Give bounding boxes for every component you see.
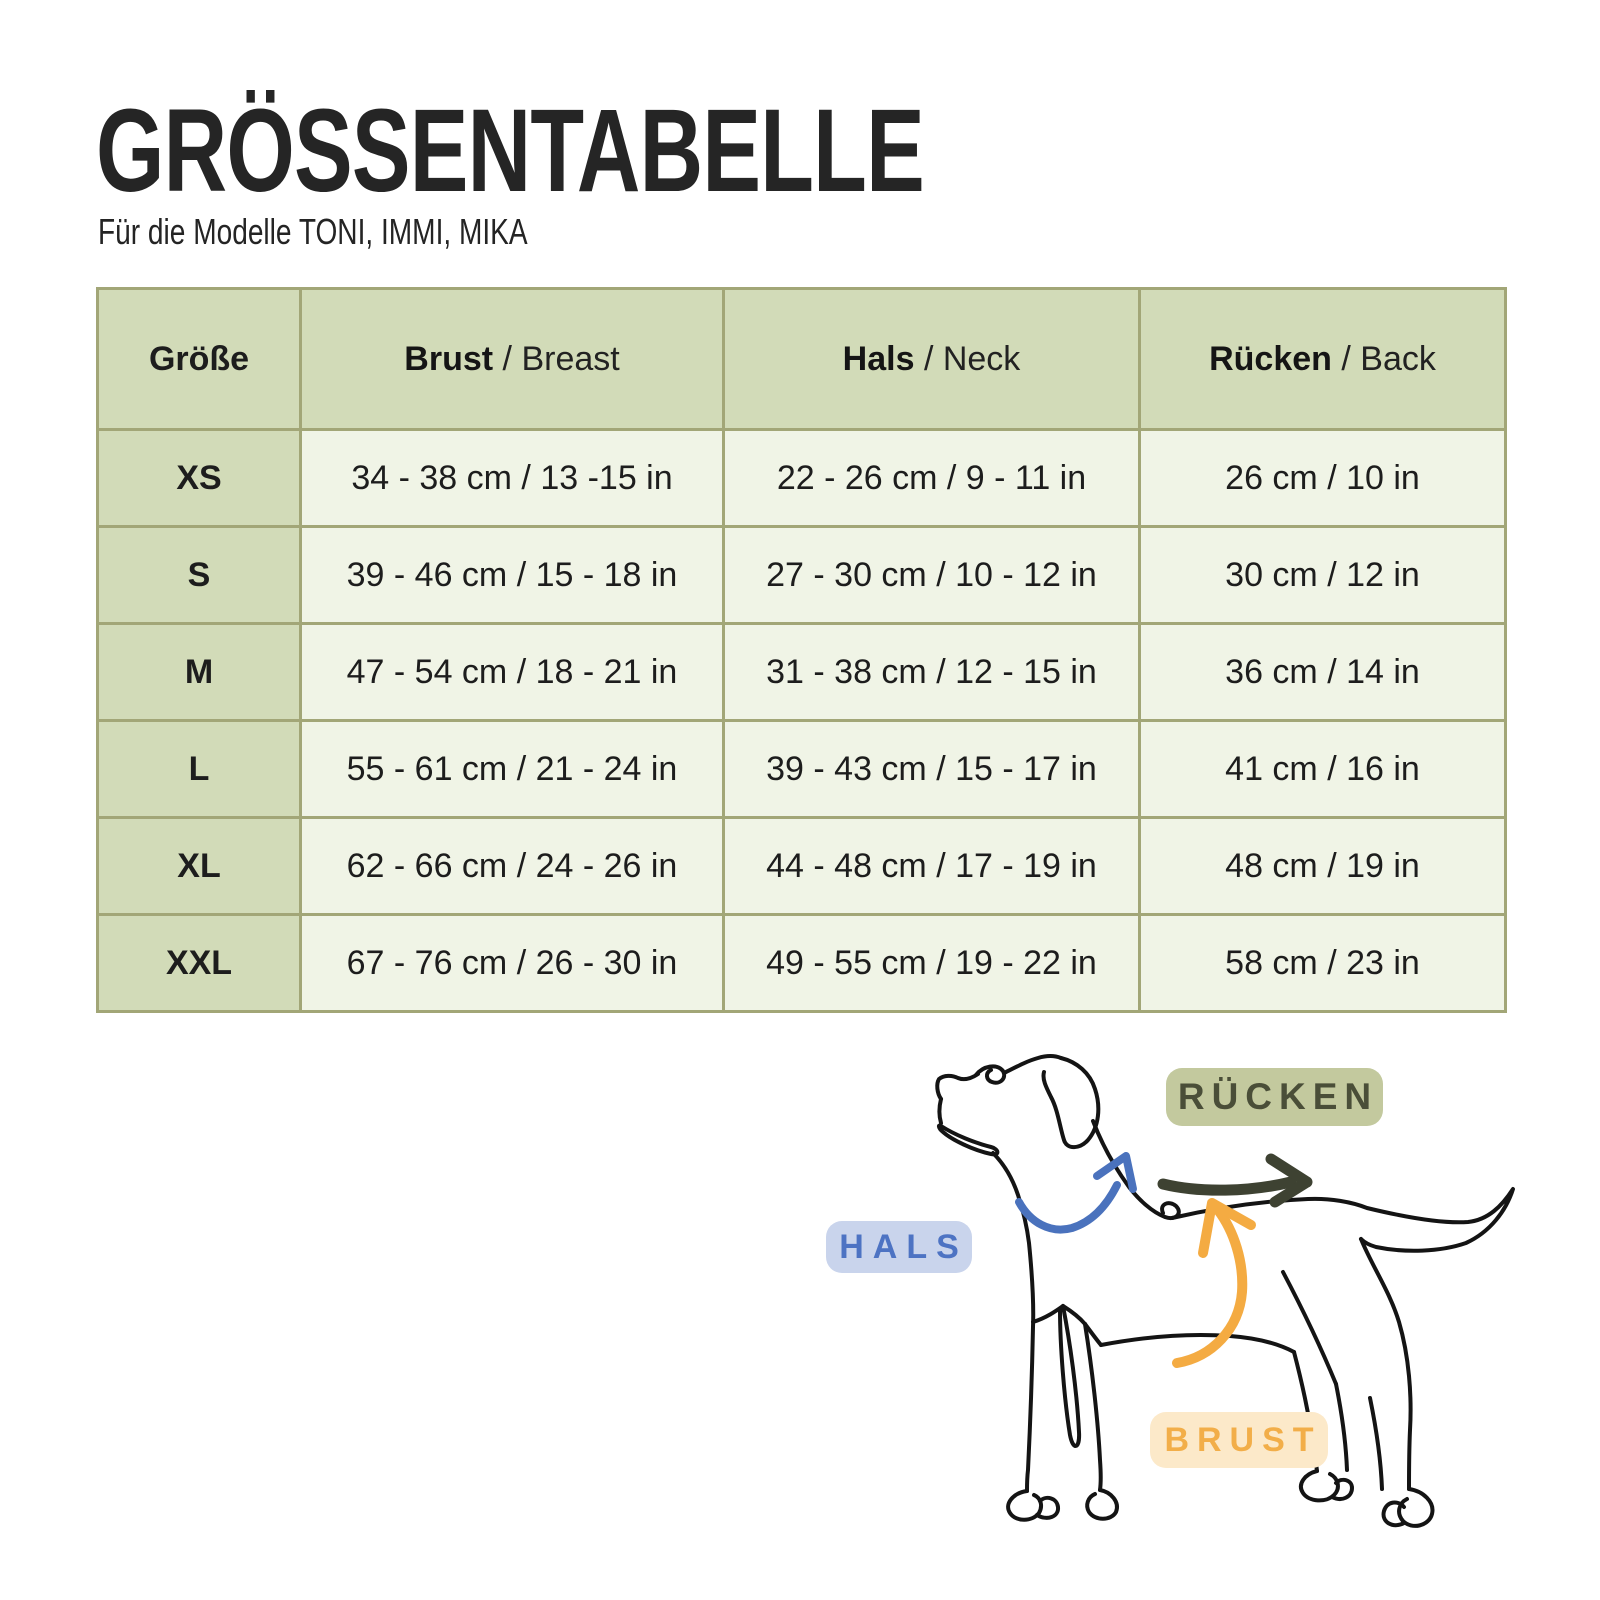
- dog-throat-chest-path: [993, 1153, 1033, 1491]
- brust-label: BRUST: [1150, 1412, 1328, 1468]
- dog-thigh-path: [1283, 1272, 1336, 1384]
- neck-measure-arrow: [1019, 1156, 1133, 1230]
- ruecken-cell: 26 cm / 10 in: [1140, 430, 1506, 527]
- brust-cell: 39 - 46 cm / 15 - 18 in: [301, 527, 724, 624]
- hals-cell: 39 - 43 cm / 15 - 17 in: [724, 721, 1140, 818]
- table-row: [98, 527, 1506, 624]
- dog-hind-leg-back-path: [1336, 1384, 1347, 1470]
- hals-cell: 44 - 48 cm / 17 - 19 in: [724, 818, 1140, 915]
- dog-ear-path: [1043, 1058, 1098, 1147]
- table-row: [98, 818, 1506, 915]
- dog-lip-path: [940, 1099, 942, 1123]
- dog-mouth-path: [939, 1125, 997, 1154]
- dog-forehead-path: [1004, 1056, 1061, 1073]
- ruecken-cell: 30 cm / 12 in: [1140, 527, 1506, 624]
- dog-muzzle-swirl-path: [976, 1066, 1004, 1082]
- table-row: [98, 721, 1506, 818]
- col-header-brust: Brust / Breast: [301, 289, 724, 430]
- page-subtitle: Für die Modelle TONI, IMMI, MIKA: [98, 211, 528, 252]
- neck-arrow-shaft: [1019, 1185, 1117, 1230]
- dog-rear-inner-leg-path: [1370, 1398, 1382, 1489]
- dog-belly-path: [1101, 1335, 1294, 1352]
- dog-rump-leg-path: [1361, 1239, 1411, 1489]
- brust-cell: 47 - 54 cm / 18 - 21 in: [301, 624, 724, 721]
- back-arrow-shaft: [1163, 1182, 1291, 1190]
- table-row: [98, 915, 1506, 1012]
- ruecken-cell: 41 cm / 16 in: [1140, 721, 1506, 818]
- back-measure-arrow: [1163, 1159, 1307, 1202]
- brust-cell: 62 - 66 cm / 24 - 26 in: [301, 818, 724, 915]
- hals-cell: 31 - 38 cm / 12 - 15 in: [724, 624, 1140, 721]
- size-cell: S: [98, 527, 301, 624]
- ruecken-cell: 36 cm / 14 in: [1140, 624, 1506, 721]
- size-cell: XXL: [98, 915, 301, 1012]
- size-cell: XL: [98, 818, 301, 915]
- dog-leg-gap-path: [1060, 1306, 1079, 1446]
- hals-label: HALS: [826, 1221, 972, 1273]
- col-header-ruecken: Rücken / Back: [1140, 289, 1506, 430]
- table-header-row: [98, 289, 1506, 430]
- brust-cell: 67 - 76 cm / 26 - 30 in: [301, 915, 724, 1012]
- size-table: [96, 287, 1507, 1013]
- hals-cell: 27 - 30 cm / 10 - 12 in: [724, 527, 1140, 624]
- ruecken-cell: 58 cm / 23 in: [1140, 915, 1506, 1012]
- dog-nose-path: [937, 1074, 978, 1099]
- size-cell: L: [98, 721, 301, 818]
- size-cell: M: [98, 624, 301, 721]
- brust-cell: 55 - 61 cm / 21 - 24 in: [301, 721, 724, 818]
- table-row: [98, 430, 1506, 527]
- hals-cell: 49 - 55 cm / 19 - 22 in: [724, 915, 1140, 1012]
- dog-front-far-foot-path: [1087, 1490, 1117, 1519]
- table-row: [98, 624, 1506, 721]
- size-cell: XS: [98, 430, 301, 527]
- hals-cell: 22 - 26 cm / 9 - 11 in: [724, 430, 1140, 527]
- brust-cell: 34 - 38 cm / 13 -15 in: [301, 430, 724, 527]
- ruecken-cell: 48 cm / 19 in: [1140, 818, 1506, 915]
- col-header-hals: Hals / Neck: [724, 289, 1140, 430]
- chest-measure-arrow: [1177, 1203, 1251, 1363]
- col-header-size: Größe: [98, 289, 301, 430]
- ruecken-label: RÜCKEN: [1166, 1068, 1383, 1126]
- dog-front-far-leg-path: [1085, 1324, 1101, 1490]
- page-title: GRÖSSENTABELLE: [96, 85, 925, 217]
